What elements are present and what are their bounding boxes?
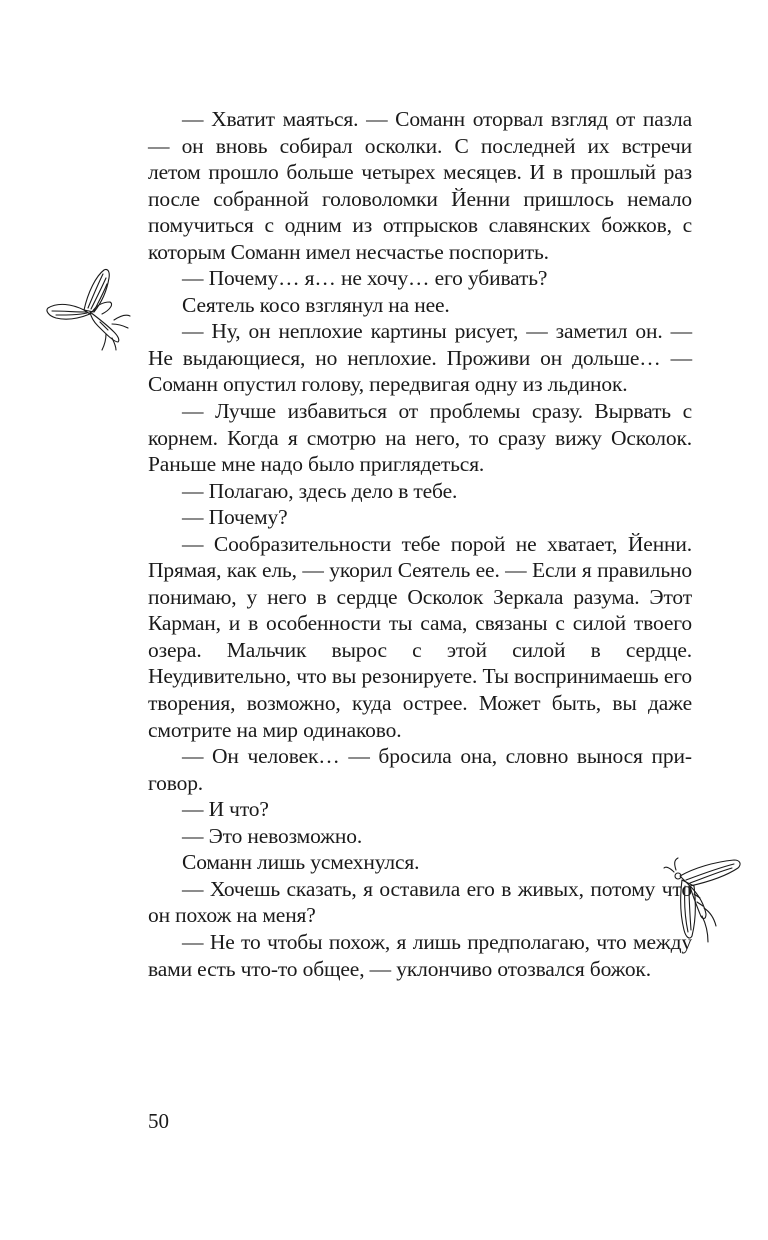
paragraph: — Почему… я… не хочу… его убивать?	[182, 266, 548, 291]
paragraph: — Хочешь сказать, я оставила его в живых, потому что он похож на меня?	[148, 876, 692, 928]
moth-illustration-right	[660, 850, 746, 950]
paragraph: — Не то чтобы похож, я лишь предполагаю, что между вами есть что-то общее, — уклончиво отозвался божок.	[148, 929, 692, 981]
moth-illustration-left	[40, 262, 136, 354]
paragraph: — Он человек… — бросила она, словно вынося приговор.	[148, 744, 692, 795]
page-number: 50	[148, 1109, 169, 1133]
paragraph: — Почему?	[182, 505, 288, 530]
paragraph: — Хватит маяться. — Соманн оторвал взгляд от пазла — он вновь собирал осколки. С последней их встречи летом прошло больше четырех месяцев. И в прошлый раз после собранной головоломки Йенни пришлось немало помучиться с одним из отпрысков славянских божков, с которым Соманн имел несчастье поспорить.	[148, 107, 692, 264]
paragraph: Сеятель косо взглянул на нее.	[182, 292, 450, 317]
paragraph: — Сообразительности тебе порой не хватает, Йенни. Прямая, как ель, — укорил Сеятель ее. — Если я правильно понимаю, у него в сердце Осколок Зеркала разума. Этот Карман, и в особенности ты сама, связаны с силой твоего озера. Мальчик вырос с этой силой в сердце. Неудивительно, что вы резонируете. Ты воспринимаешь его творения, возможно, куда острее. Может быть, вы даже смотрите на мир одинаково.	[148, 531, 692, 742]
paragraph: — Лучше избавиться от проблемы сразу. Вырвать с корнем. Когда я смотрю на него, то сразу вижу Осколок. Раньше мне надо было приглядеться.	[148, 399, 692, 477]
body-text	[148, 106, 692, 982]
paragraph: Соманн лишь усмехнулся.	[182, 850, 420, 875]
paragraph: — Это невозможно.	[182, 823, 363, 848]
paragraph: — Полагаю, здесь дело в тебе.	[182, 478, 458, 503]
paragraph: — И что?	[182, 797, 269, 822]
paragraph: — Ну, он неплохие картины рисует, — заметил он. — Не выдающиеся, но неплохие. Проживи он дольше… — Соманн опустил голову, передвигая одну из льдинок.	[148, 319, 692, 397]
